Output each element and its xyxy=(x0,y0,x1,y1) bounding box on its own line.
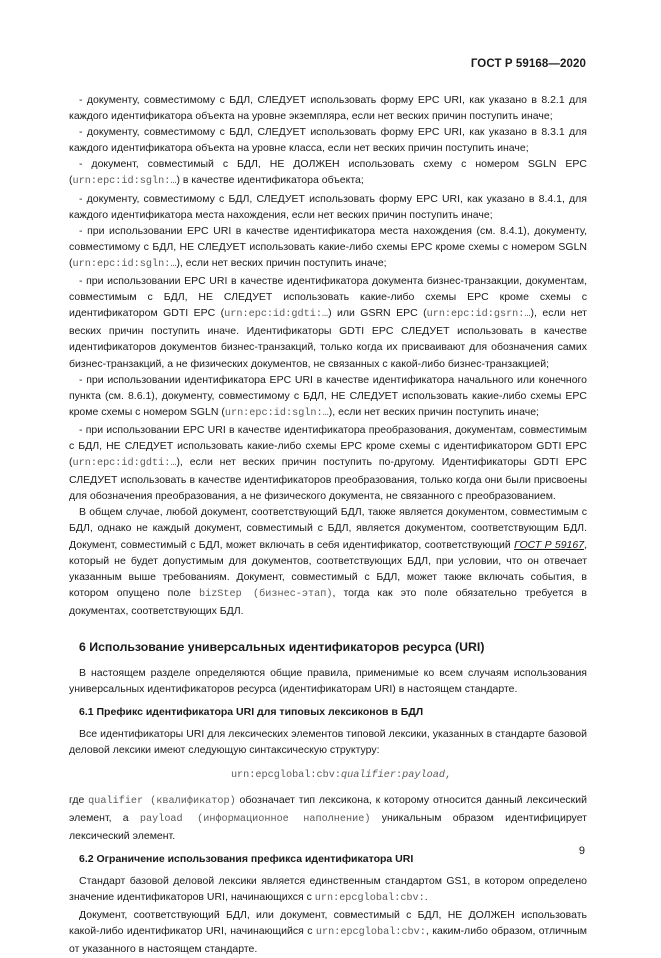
standard-reference-link[interactable]: ГОСТ Р 59167 xyxy=(514,538,585,551)
code-snippet: qualifier (квалификатор) xyxy=(88,795,236,807)
code-snippet: urn:epc:id:sgln:… xyxy=(72,176,177,188)
section-6-1-heading: 6.1 Префикс идентификатора URI для типовых лексиконов в БДЛ xyxy=(79,706,424,719)
uri-formula: urn:epcglobal:cbv:qualifier:payload, xyxy=(230,769,452,781)
paragraph: - при использовании идентификатора EPC URI в качестве идентификатора начального или конечного пункта (см. 8.6.1), документу, совместимому с БДЛ, НЕ СЛЕДУЕТ использовать какие-либо схемы EPC кроме схемы с номером SGLN (urn:epc:id:sgln:…), если нет веских причин поступить иначе; xyxy=(69,373,587,419)
section-6-2-heading: 6.2 Ограничение использования префикса идентификатора URI xyxy=(79,852,414,865)
paragraph: - документ, совместимый с БДЛ, НЕ ДОЛЖЕН использовать схему с номером SGLN EPC (urn:epc:id:sgln:…) в качестве идентификатора объекта; xyxy=(69,158,587,188)
paragraph: Документ, соответствующий БДЛ, или документ, совместимый с БДЛ, НЕ ДОЛЖЕН использовать какой-либо идентификатор URI, начинающийся с urn:epcglobal:cbv:, каким-либо образом, отличным от указанного в настоящем стандарте. xyxy=(69,909,588,956)
code-snippet: urn:epc:id:gdti:… xyxy=(224,309,329,321)
paragraph: - при использовании EPC URI в качестве идентификатора места нахождения (см. 8.4.1), документу, совместимому с БДЛ, НЕ СЛЕДУЕТ использовать какие-либо схемы EPC кроме схемы с номером SGLN (urn:epc:id:sgln:…), если нет веских причин поступить иначе; xyxy=(69,224,587,270)
code-snippet: urn:epcglobal:cbv: xyxy=(314,893,425,905)
paragraph: - документу, совместимому с БДЛ, СЛЕДУЕТ использовать форму EPC URI, как указано в 8.2.1 для каждого идентификатора объекта на уровне экземпляра, если нет веских причин поступить иначе; xyxy=(69,94,587,123)
section-6-heading: 6 Использование универсальных идентификаторов ресурса (URI) xyxy=(79,640,485,654)
paragraph: - при использовании EPC URI в качестве идентификатора документа бизнес-транзакции, документам, совместимым с БДЛ, НЕ СЛЕДУЕТ использовать какие-либо схемы EPC кроме схемы с идентификатором GDTI EPC (urn:epc:id:gdti:…) или GSRN EPC (urn:epc:id:gsrn:…), если нет веских причин поступить иначе. Идентификаторы GDTI EPC СЛЕДУЕТ использовать в качестве идентификаторов документов бизнес-транзакций, только когда их присваивают для обозначения самих бизнес-транзакций, а не физических документов, не связанных с какой-либо бизнес-транзакцией; xyxy=(69,275,587,370)
paragraph: - при использовании EPC URI в качестве идентификатора преобразования, документам, совместимым с БДЛ, НЕ СЛЕДУЕТ использовать какие-либо схемы EPC кроме схемы с идентификатором GDTI EPC (urn:epc:id:gdti:…), если нет веских причин поступить по-другому. Идентификаторы GDTI EPC СЛЕДУЕТ использовать в качестве идентификаторов преобразования, только когда они были присвоены для обозначения преобразования, а не физического документа, не связанного с преобразованием. xyxy=(69,423,587,503)
code-snippet: urn:epcglobal:cbv: xyxy=(315,927,426,939)
paragraph: где qualifier (квалификатор) обозначает тип лексикона, к которому относится данный лексический элемент, а payload (информационное наполнение) уникальным образом идентифицирует лексический элемент. xyxy=(69,793,587,842)
document-body xyxy=(69,92,587,958)
paragraph: - документу, совместимому с БДЛ, СЛЕДУЕТ использовать форму EPC URI, как указано в 8.4.1, для каждого идентификатора места нахождения, если нет веских причин поступить иначе; xyxy=(69,192,587,221)
paragraph: Стандарт базовой деловой лексики является единственным стандартом GS1, в котором определено значение идентификаторов URI, начинающихся с urn:epcglobal:cbv:. xyxy=(69,875,587,905)
paragraph: В настоящем разделе определяются общие правила, применимые ко всем случаям использования универсальных идентификаторов ресурса (идентификаторам URI) в настоящем стандарте. xyxy=(69,667,587,696)
page-number: 9 xyxy=(578,845,585,857)
code-snippet: urn:epc:id:sgln:… xyxy=(72,258,177,270)
paragraph: В общем случае, любой документ, соответствующий БДЛ, также является документом, совместимым с БДЛ, однако не каждый документ, совместимый с БДЛ, является документом, соответствующим БДЛ. Документ, совместимый с БДЛ, может включать в себя идентификатор, соответствующий ГОСТ Р 59167, который не будет допустимым для документов, соответствующих БДЛ, при условии, что он отвечает указанным выше требованиям. Документ, совместимый с БДЛ, может также включать события, в котором опущено поле bizStep (бизнес-этап), тогда как это поле обязательно требуется в документах, соответствующих БДЛ. xyxy=(69,506,587,617)
paragraph: Все идентификаторы URI для лексических элементов типовой лексики, указанных в стандарте базовой деловой лексики имеют следующую синтаксическую структуру: xyxy=(69,728,587,757)
code-snippet: urn:epc:id:gdti:… xyxy=(72,458,177,470)
code-snippet: urn:epc:id:gsrn:… xyxy=(426,309,531,321)
code-snippet: payload (информационное наполнение) xyxy=(139,813,371,825)
code-snippet: bizStep (бизнес-этап) xyxy=(198,588,333,600)
standard-number: ГОСТ Р 59168—2020 xyxy=(470,58,586,70)
code-snippet: urn:epc:id:sgln:… xyxy=(224,407,329,419)
paragraph: - документу, совместимому с БДЛ, СЛЕДУЕТ использовать форму EPC URI, как указано в 8.3.1 для каждого идентификатора объекта на уровне класса, если нет веских причин поступить иначе; xyxy=(69,126,587,155)
